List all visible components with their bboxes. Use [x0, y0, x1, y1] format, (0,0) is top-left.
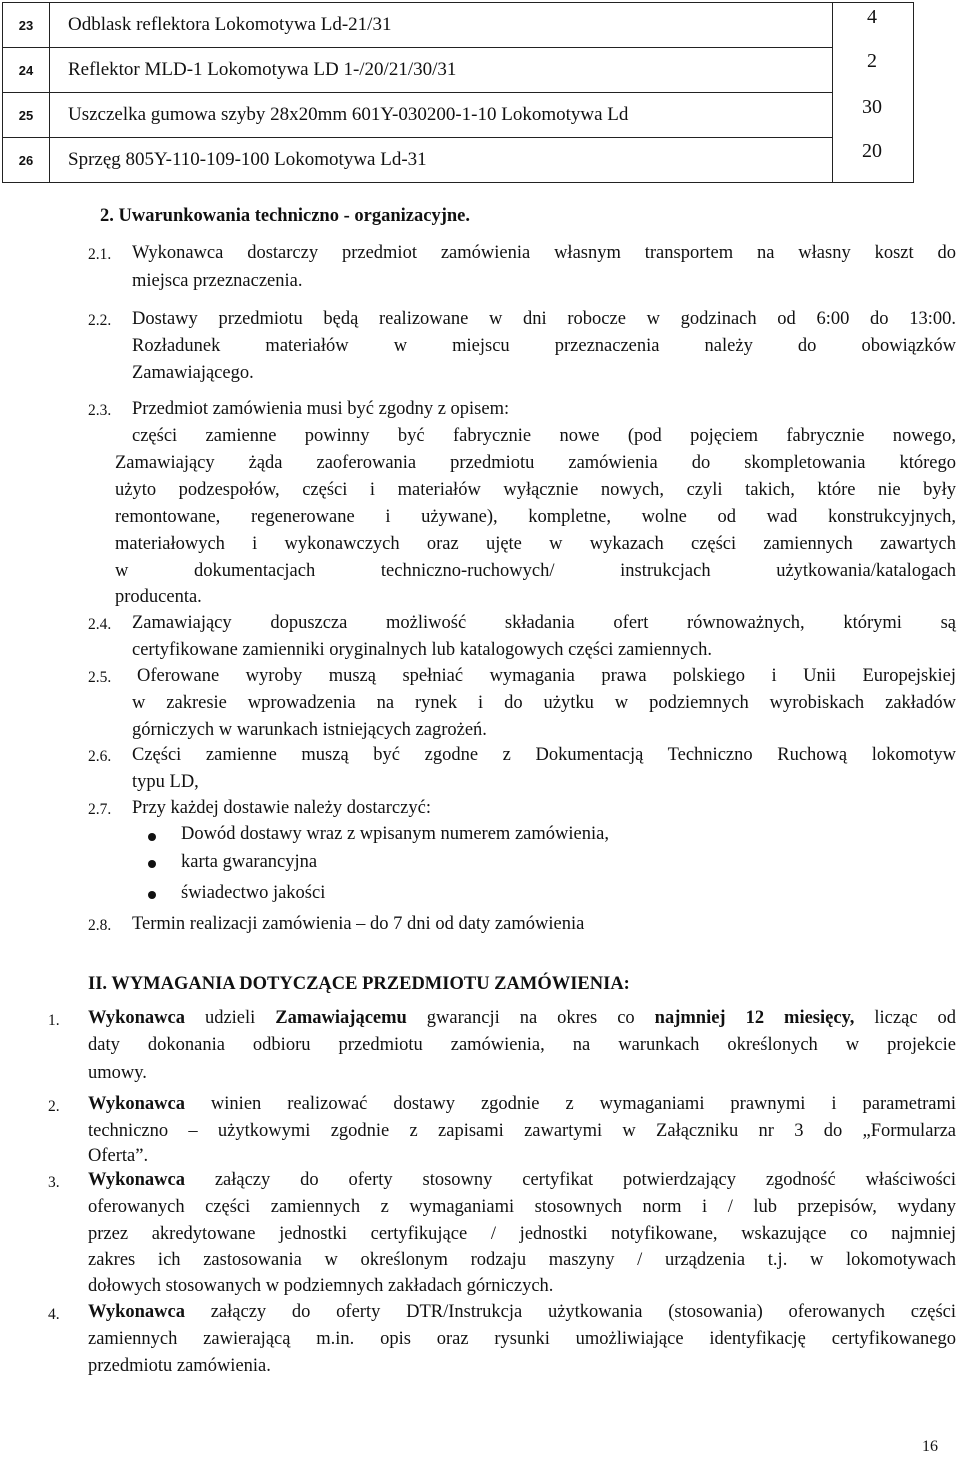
bullet-icon [148, 833, 156, 841]
table-row [3, 48, 914, 93]
table-row [3, 3, 914, 48]
paragraph-line: miejsca przeznaczenia. [132, 271, 303, 291]
table-row [3, 93, 914, 138]
bold-term: Wykonawca [88, 1170, 185, 1190]
list-item: Dowód dostawy wraz z wpisanym numerem zamówienia, [181, 824, 609, 844]
paragraph-line: części zamienne powinny być fabrycznie nowe (pod pojęciem fabrycznie nowego, [132, 426, 956, 446]
text-span: załączy do oferty stosowny certyfikat potwierdzający zgodność właściwości [184, 1170, 956, 1190]
paragraph-number: 2.3. [88, 402, 112, 419]
list-line: Oferta”. [88, 1146, 149, 1166]
row-number: 23 [3, 3, 50, 48]
paragraph-line: Rozładunek materiałów w miejscu przeznaczenia należy do obowiązków [132, 336, 956, 356]
bold-term: Wykonawca [88, 1302, 185, 1322]
list-line: zakres ich zastosowania w określonym rodzaju maszyny / urządzenia t.j. w lokomotywach [88, 1250, 956, 1270]
quantity-value: 20 [862, 140, 882, 162]
parts-table [2, 2, 914, 183]
list-line: przedmiotu zamówienia. [88, 1356, 271, 1376]
page-number: 16 [922, 1438, 938, 1455]
paragraph-line: Wykonawca dostarczy przedmiot zamówienia własnym transportem na własny koszt do [132, 243, 956, 263]
paragraph-line: materiałowych i wykonawczych oraz ujęte w wykazach części zamiennych zawartych [115, 534, 956, 554]
list-item: świadectwo jakości [181, 883, 326, 903]
bold-term: Zamawiającemu [275, 1008, 407, 1028]
paragraph-number: 2.1. [88, 246, 112, 263]
list-number: 1. [48, 1012, 60, 1029]
quantity-value: 30 [862, 96, 882, 118]
row-name: Reflektor MLD-1 Lokomotywa LD 1-/20/21/30/31 [50, 48, 833, 93]
list-line: dołowych stosowanych w podziemnych zakładach górniczych. [88, 1276, 554, 1296]
paragraph-number: 2.7. [88, 801, 112, 818]
list-line: daty dokonania odbioru przedmiotu zamówienia, na warunkach określonych w projekcie [88, 1035, 956, 1055]
list-number: 3. [48, 1174, 60, 1191]
row-name: Sprzęg 805Y-110-109-100 Lokomotywa Ld-31 [50, 138, 833, 183]
paragraph-line: użyto podzespołów, części i materiałów wyłącznie nowych, czyli takich, które nie były [115, 480, 956, 500]
section-heading: 2. Uwarunkowania techniczno - organizacyjne. [100, 206, 470, 226]
row-number: 25 [3, 93, 50, 138]
paragraph-line: w zakresie wprowadzenia na rynek i do użytku w podziemnych wyrobiskach zakładów [132, 693, 956, 713]
bullet-icon [148, 891, 156, 899]
paragraph-number: 2.6. [88, 748, 112, 765]
text-span: winien realizować dostawy zgodnie z wymaganiami prawnymi i parametrami [184, 1094, 956, 1114]
bullet-icon [148, 860, 156, 868]
list-line: oferowanych części zamiennych z wymaganiami stosownych norm i / lub przepisów, wydany [88, 1197, 956, 1217]
section-heading: II. WYMAGANIA DOTYCZĄCE PRZEDMIOTU ZAMÓWIENIA: [88, 974, 630, 994]
paragraph-line: w dokumentacjach techniczno-ruchowych/ instrukcjach użytkowania/katalogach [115, 561, 956, 581]
paragraph-line: Przedmiot zamówienia musi być zgodny z opisem: [132, 399, 510, 419]
list-line [88, 1302, 956, 1323]
list-number: 4. [48, 1306, 60, 1323]
text-span: udzieli [184, 1008, 276, 1028]
paragraph-line: Termin realizacji zamówienia – do 7 dni od daty zamówienia [132, 914, 585, 934]
paragraph-line: certyfikowane zamienniki oryginalnych lub katalogowych części zamiennych. [132, 640, 712, 660]
list-number: 2. [48, 1098, 60, 1115]
paragraph-line: górniczych w warunkach istniejących zagrożeń. [132, 720, 487, 740]
row-number: 26 [3, 138, 50, 183]
paragraph-number: 2.4. [88, 616, 112, 633]
list-line: techniczno – użytkowymi zgodnie z zapisami zawartymi w Załączniku nr 3 do „Formularza [88, 1121, 956, 1141]
paragraph-line: Zamawiający żąda zaoferowania przedmiotu zamówienia do skompletowania którego [115, 453, 956, 473]
paragraph-number: 2.5. [88, 669, 112, 686]
bold-term: Wykonawca [88, 1008, 185, 1028]
bold-term: Wykonawca [88, 1094, 185, 1114]
text-span: gwarancji na okres co [406, 1008, 655, 1028]
paragraph-line: Przy każdej dostawie należy dostarczyć: [132, 798, 431, 818]
list-line [88, 1094, 956, 1115]
list-line: umowy. [88, 1063, 147, 1083]
paragraph-line: Zamawiającego. [132, 363, 254, 383]
paragraph-number: 2.2. [88, 312, 112, 329]
paragraph-number: 2.8. [88, 917, 112, 934]
quantity-column [830, 2, 914, 180]
paragraph-line: Części zamienne muszą być zgodne z Dokumentacją Techniczno Ruchową lokomotyw [132, 745, 956, 765]
paragraph-line: remontowane, regenerowane i używane), kompletne, wolne od wad konstrukcyjnych, [115, 507, 956, 527]
list-line: zamiennych zawierającą m.in. opis oraz rysunki umożliwiające identyfikację certyfikowanego [88, 1329, 956, 1349]
table-row [3, 138, 914, 183]
row-name: Uszczelka gumowa szyby 28x20mm 601Y-030200-1-10 Lokomotywa Ld [50, 93, 833, 138]
text-span: załączy do oferty DTR/Instrukcja użytkowania (stosowania) oferowanych części [184, 1302, 956, 1322]
row-name: Odblask reflektora Lokomotywa Ld-21/31 [50, 3, 833, 48]
text-span: licząc od [854, 1008, 957, 1028]
quantity-value: 4 [867, 6, 877, 28]
list-line: przez akredytowane jednostki certyfikujące / jednostki notyfikowane, wskazujące co najmniej [88, 1224, 956, 1244]
paragraph-line: typu LD, [132, 772, 199, 792]
list-item: karta gwarancyjna [181, 852, 318, 872]
bold-term: najmniej 12 miesięcy, [654, 1008, 855, 1028]
list-line [88, 1008, 956, 1029]
paragraph-line: producenta. [115, 587, 202, 607]
paragraph-line: Dostawy przedmiotu będą realizowane w dni robocze w godzinach od 6:00 do 13:00. [132, 309, 956, 329]
row-number: 24 [3, 48, 50, 93]
paragraph-line: Oferowane wyroby muszą spełniać wymagania prawa polskiego i Unii Europejskiej [137, 666, 956, 686]
paragraph-line: Zamawiający dopuszcza możliwość składania ofert równoważnych, którymi są [132, 613, 956, 633]
quantity-value: 2 [867, 50, 877, 72]
list-line [88, 1170, 956, 1191]
